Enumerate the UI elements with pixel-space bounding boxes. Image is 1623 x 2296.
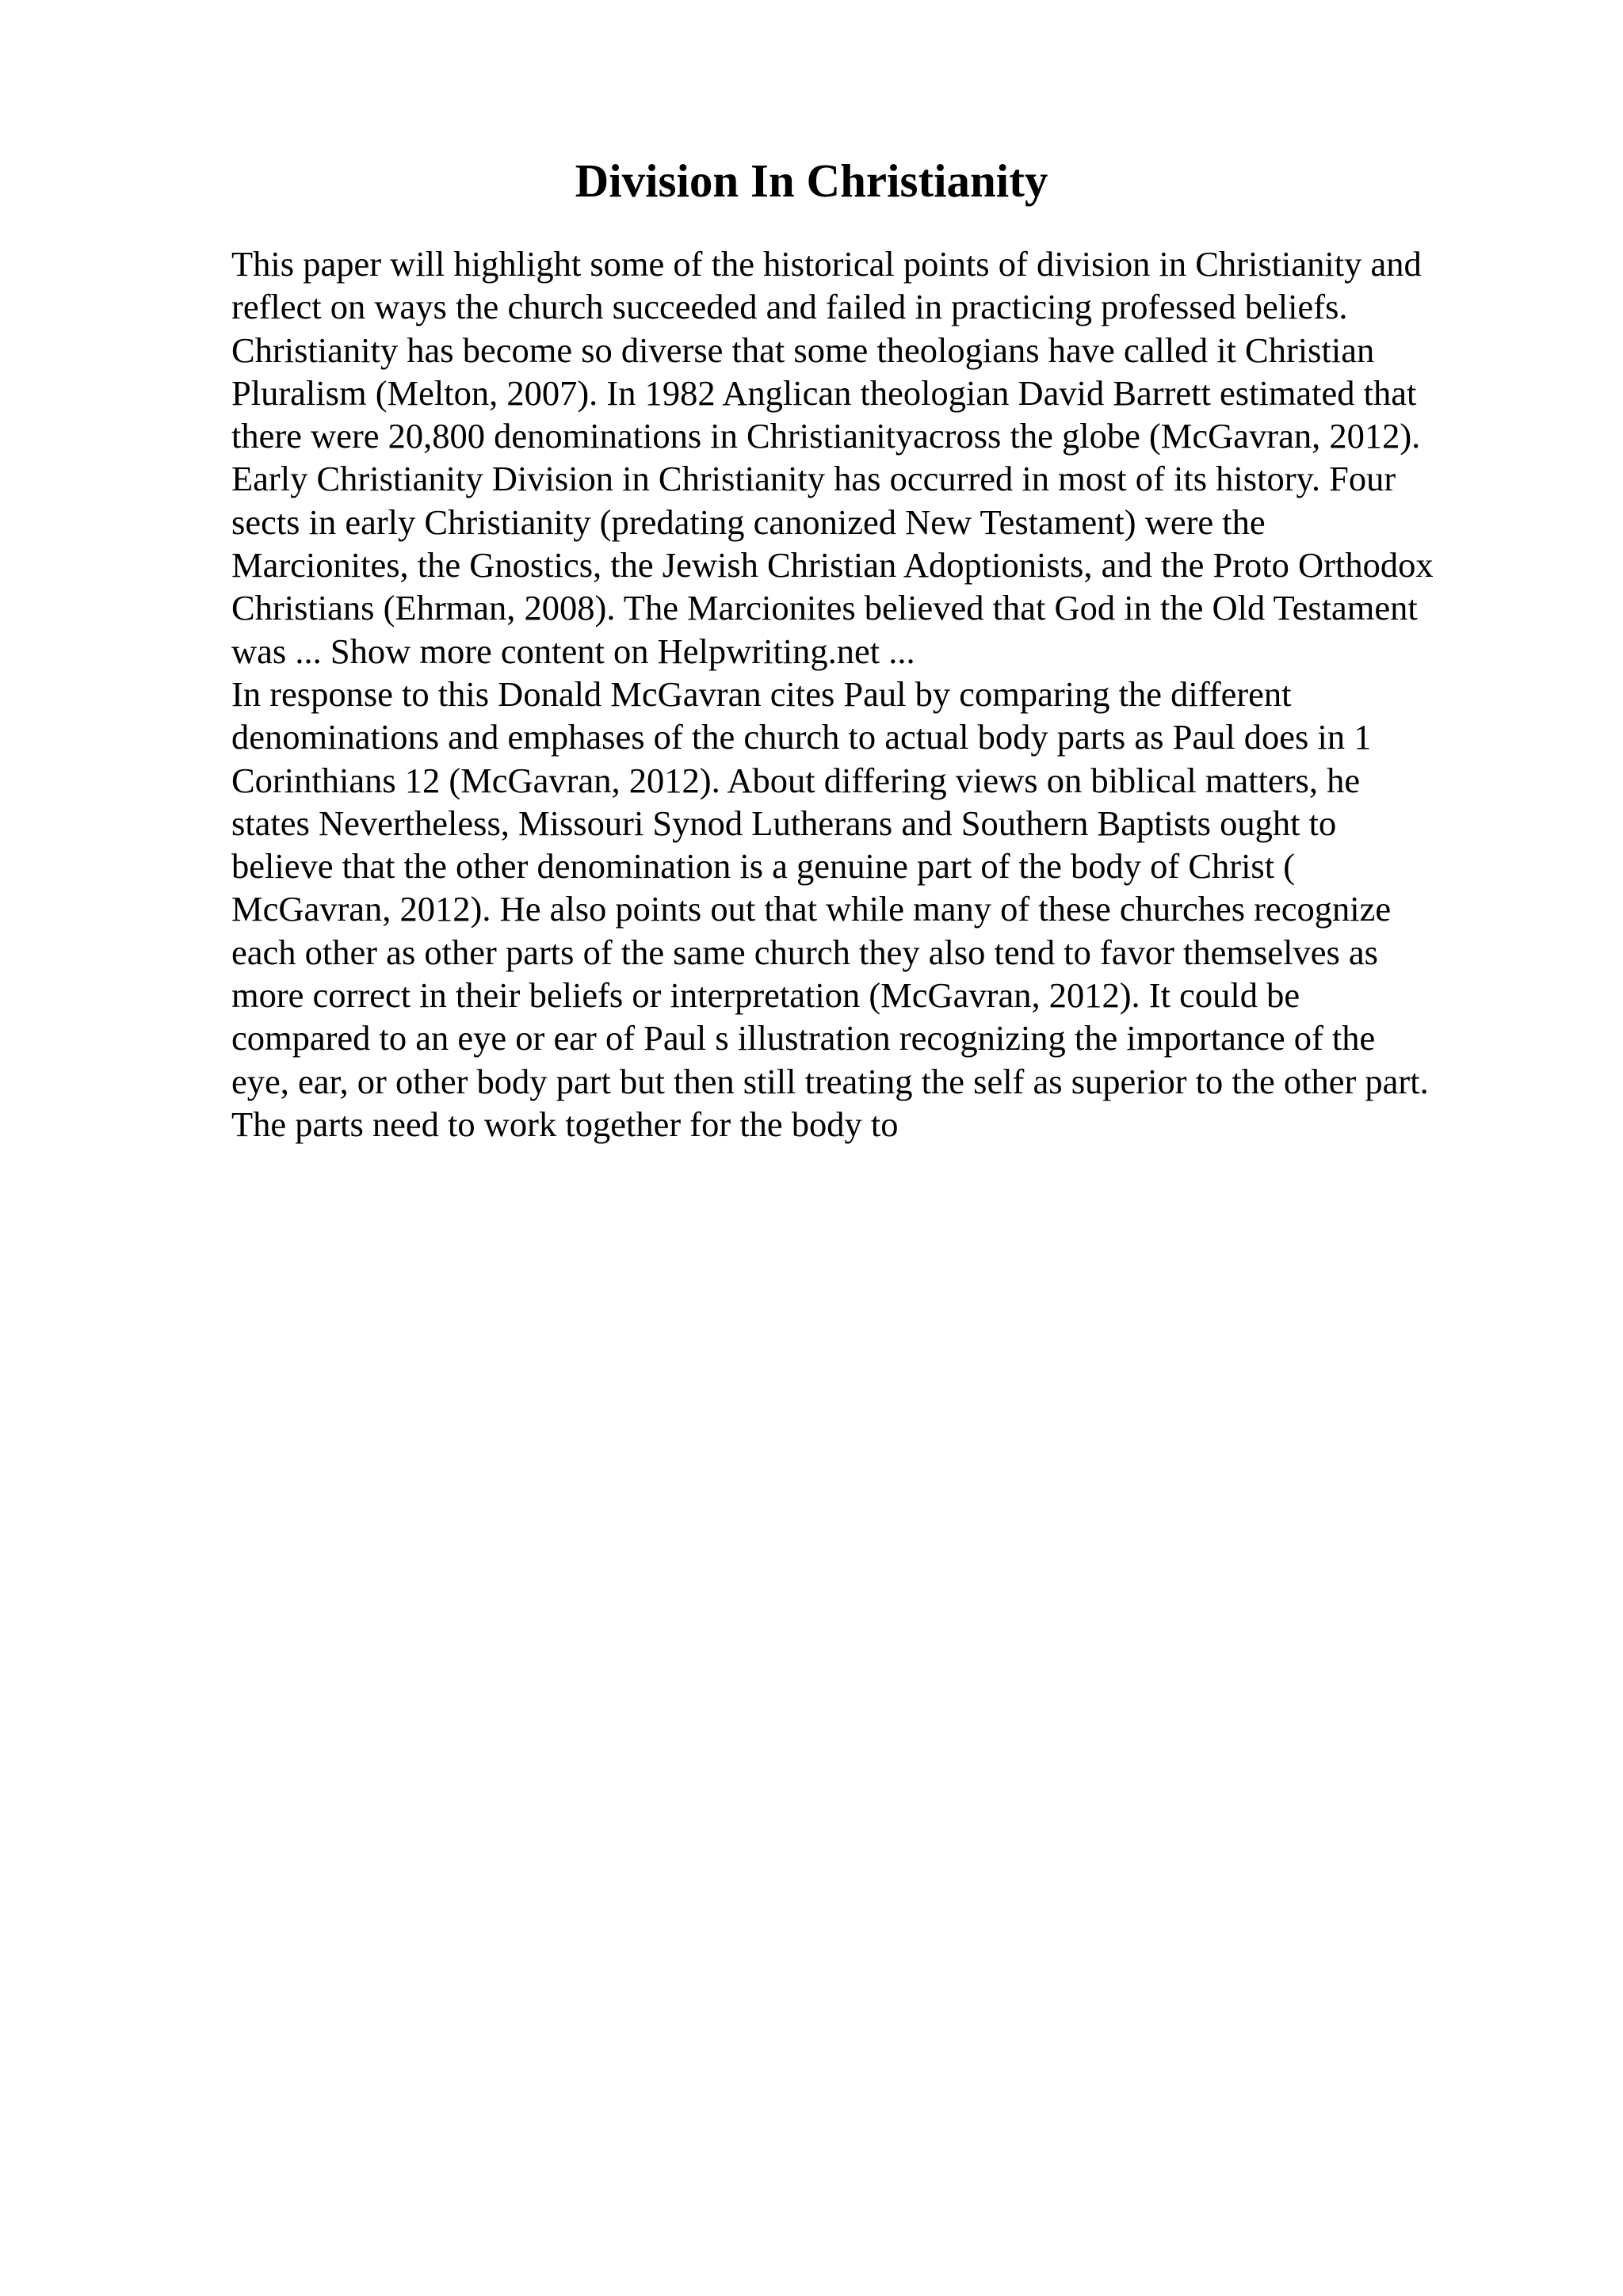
body-line: denominations and emphases of the church to actual body parts as Paul does in 1 bbox=[231, 717, 1372, 757]
body-line: Christians (Ehrman, 2008). The Marcionites believed that God in the Old Testament bbox=[231, 588, 1418, 628]
body-line: McGavran, 2012). He also points out that while many of these churches recognize bbox=[231, 889, 1392, 929]
body-line: This paper will highlight some of the historical points of division in Christianity and bbox=[231, 244, 1422, 284]
body-line: The parts need to work together for the body to bbox=[231, 1104, 899, 1144]
body-line: Marcionites, the Gnostics, the Jewish Christian Adoptionists, and the Proto Orthodox bbox=[231, 545, 1434, 585]
body-line: there were 20,800 denominations in Christianityacross the globe (McGavran, 2012). bbox=[231, 416, 1421, 456]
body-line: Christianity has become so diverse that some theologians have called it Christian bbox=[231, 330, 1375, 370]
body-line: compared to an eye or ear of Paul s illustration recognizing the importance of the bbox=[231, 1018, 1376, 1058]
document-body bbox=[231, 242, 1594, 1146]
body-line: Early Christianity Division in Christianity has occurred in most of its history. Four bbox=[231, 459, 1396, 499]
body-line: sects in early Christianity (predating canonized New Testament) were the bbox=[231, 502, 1266, 542]
body-line: eye, ear, or other body part but then still treating the self as superior to the other part. bbox=[231, 1061, 1429, 1101]
body-line: each other as other parts of the same church they also tend to favor themselves as bbox=[231, 932, 1378, 972]
show-more-line: was ... Show more content on Helpwriting.net ... bbox=[231, 631, 915, 671]
document-title: Division In Christianity bbox=[575, 154, 1048, 207]
body-line: states Nevertheless, Missouri Synod Lutherans and Southern Baptists ought to bbox=[231, 803, 1337, 843]
body-line: believe that the other denomination is a genuine part of the body of Christ ( bbox=[231, 846, 1296, 887]
body-line: more correct in their beliefs or interpretation (McGavran, 2012). It could be bbox=[231, 975, 1300, 1016]
body-line: In response to this Donald McGavran cites Paul by comparing the different bbox=[231, 673, 1292, 714]
body-line: Corinthians 12 (McGavran, 2012). About differing views on biblical matters, he bbox=[231, 760, 1361, 800]
body-line: Pluralism (Melton, 2007). In 1982 Anglican theologian David Barrett estimated that bbox=[231, 372, 1417, 413]
body-line: reflect on ways the church succeeded and failed in practicing professed beliefs. bbox=[231, 287, 1348, 327]
